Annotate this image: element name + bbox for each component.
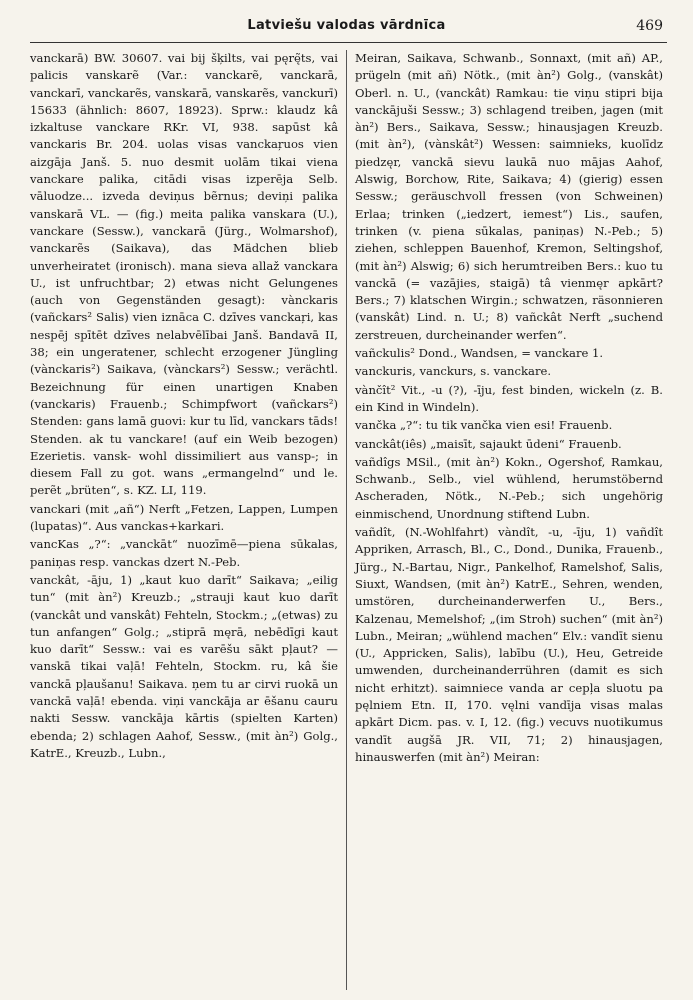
left-column: [22, 50, 347, 990]
header-rule: [30, 42, 667, 43]
entry-vanckaties: vanckât(iês) „maisīt, sajaukt ūdeni“ Frauenb.: [355, 436, 622, 451]
page-header: [0, 18, 693, 42]
entry-vanckulis: vañckulis² Dond., Wandsen, = vanckare 1.: [355, 346, 604, 361]
entry-paragraph: vanckarā) BW. 30607. vai bij šķilts, vai pęrę̃ts, vai palicis vanskarẽ (Var.: vanckarẽ, vanckarā, vanckarī, vanckarẽs, vanskarā, vanskarẽs, vanckurī) 15633 (ähnlich: 8607, 18923). Sprw.: klaudz kâ izkaltuse vanckare RKr. VI, 938. sapūst kâ vanckaris Br. 204. uolas visas vanckaŗuos vien aizgāja Janš. 5. nuo desmit uolām tikai viena vanckare palika, citādi visas izperēja Selb. vāluodze... izveda deviņus bẽrnus; deviņi palika vanskarā VL. — (fig.) meita palika vanskara (U.), vanckare (Sessw.), vanckarā (Jürg., Wolmarshof), vanckarẽs (Saikava), das Mädchen blieb unverheiratet (ironisch). mana sieva allaž vanckara U., ist unfruchtbar; 2) etwas nicht Gelungenes (auch von Gegenständen gesagt): vànckaris (vañckars² Salis) vien iznāca C. dzīves vanckaŗi, kas nespēj spītēt dzīves nelabvēlībai Janš. Bandavā II, 38; ein ungeratener, schlecht erzogener Jüngling (vànckaris²) Saikava, (vànckars²) Sessw.; verächtl. Bezeichnung für einen unartigen Knaben (vanckaris) Frauenb.; Schimpfwort (vañckars²) Stenden: gans lamā guovi: kur tu līd, vanckars tāds! Stenden. ak tu vanckare! (auf ein Weib bezogen) Ezerietis. vansk- wohl dissimiliert aus vansp-; in diesem Fall zu got. wans „ermangelnd“ und le. perẽt „brüten“, s. KZ. LI, 119.: [30, 51, 338, 498]
entry-vanckari: vanckari (mit „añ“) Nerft „Fetzen, Lappen, Lumpen (lupatas)“. Aus vanckas+karkari.: [30, 501, 338, 534]
entry-vandigs: vañdîgs MSil., (mit àn²) Kokn., Ogershof, Ramkau, Schwanb., Selb., viel wühlend, herumstöbernd Ascheraden, Nötk., N.-Peb.; sich ungehörig einmischend, Unordnung stiftend Lubn.: [355, 454, 663, 521]
right-column: [347, 50, 671, 990]
entry-vanckat-cont: Meiran, Saikava, Schwanb., Sonnaxt, (mit añ) AP., prügeln (mit añ) Nötk., (mit àn²) Golg., (vanskât) Oberl. n. U., (vanckât) Ramkau: tie viņu stipri bija vanckājuši Sessw.; 3) schlagend treiben, jagen (mit àn²) Bers., Saikava, Sessw.; hinausjagen Kreuzb. (mit àn²), (vànskât²) Wessen: saimnieks, kuolīdz piedzęr, vanckā sievu laukā nuo mājas Aahof, Alswig, Borchow, Rite, Saikava; 4) (gierig) essen Sessw.; geräuschvoll fressen (von Schweinen) Erlaa; trinken („iedzert, iemest“) Lis., saufen, trinken (v. piena sūkalas, paniņas) N.-Peb.; 5) ziehen, schleppen Bauenhof, Kremon, Seltingshof, (mit àn²) Alswig; 6) sich herumtreiben Bers.: kuo tu vanckā (= vazājies, staigā) tâ vienmęr apkārt? Bers.; 7) klatschen Wirgin.; schwatzen, räsonnieren (vanskât) Lind. n. U.; 8) vañckât Nerft „suchend zerstreuen, durcheinander werfen“.: [355, 51, 663, 342]
entry-vanckas: vancKas „?“: „vanckāt“ nuozīmē—piena sūkalas, paniņas resp. vanckas dzert N.-Peb.: [30, 537, 338, 569]
entry-vandit: vañdît, (N.-Wohlfahrt) vàndît, -u, -īju, 1) vañdît Appriken, Arrasch, Bl., C., Dond., Dunika, Frauenb., Jürg., N.-Bartau, Nigr., Pankelhof, Ramelshof, Salis, Siuxt, Wandsen, (mit àn²) KatrE., Sehren, wenden, umstören, durcheinanderwerfen U., Bers., Kalzenau, Memelshof; „(im Stroh) suchen“ (mit àn²) Lubn., Meiran; „wühlend machen“ Elv.: vandīt sienu (U., Appricken, Salis), labību (U.), Heu, Getreide umwenden, durcheinanderrühren (damit es sich nicht erhitzt). saimniece vanda ar cepļa sluotu pa pęlniem Etn. II, 170. vęlni vandīja visas malas apkārt Dicm. pas. v. I, 12. (fig.) vecuvs nuotikumus vandīt augšā JR. VII, 71; 2) hinausjagen, hinauswerfen (mit àn²) Meiran:: [355, 525, 663, 764]
entry-vanckuris: vanckuris, vanckurs, s. vanckare.: [355, 364, 552, 379]
dictionary-body: [22, 50, 671, 990]
running-title: Latviešu valodas vārdnīca: [247, 18, 446, 33]
entry-vanckat: vanckât, -āju, 1) „kaut kuo darīt“ Saikava; „eilig tun“ (mit àn²) Kreuzb.; „strauji kaut kuo darīt (vanckât und vanskât) Fehteln, Stockm.; „(etwas) zu tun anfangen“ Golg.; „stiprā męrā, nebēdīgi kaut kuo darīt“ Sessw.: vai es varēšu sākt pļaut? — vanskā tikai vaļā! Fehteln, Stockm. ru, kâ šie vanckā pļaušanu! Saikava. ņem tu ar cirvi ruokā un vanckā vaļā! ebenda. viņi vanckāja ar ēšanu cauru nakti Sessw. vanckāja kārtis (spielten Karten) ebenda; 2) schlagen Aahof, Sessw., (mit àn²) Golg., KatrE., Kreuzb., Lubn.,: [30, 572, 338, 760]
entry-vancka: vančka „?“: tu tik vančka vien esi! Frauenb.: [355, 418, 613, 433]
page-number: 469: [636, 18, 663, 34]
entry-vancit: vànčît² Vit., -u (?), -īju, fest binden, wickeln (z. B. ein Kind in Windeln).: [355, 382, 663, 414]
